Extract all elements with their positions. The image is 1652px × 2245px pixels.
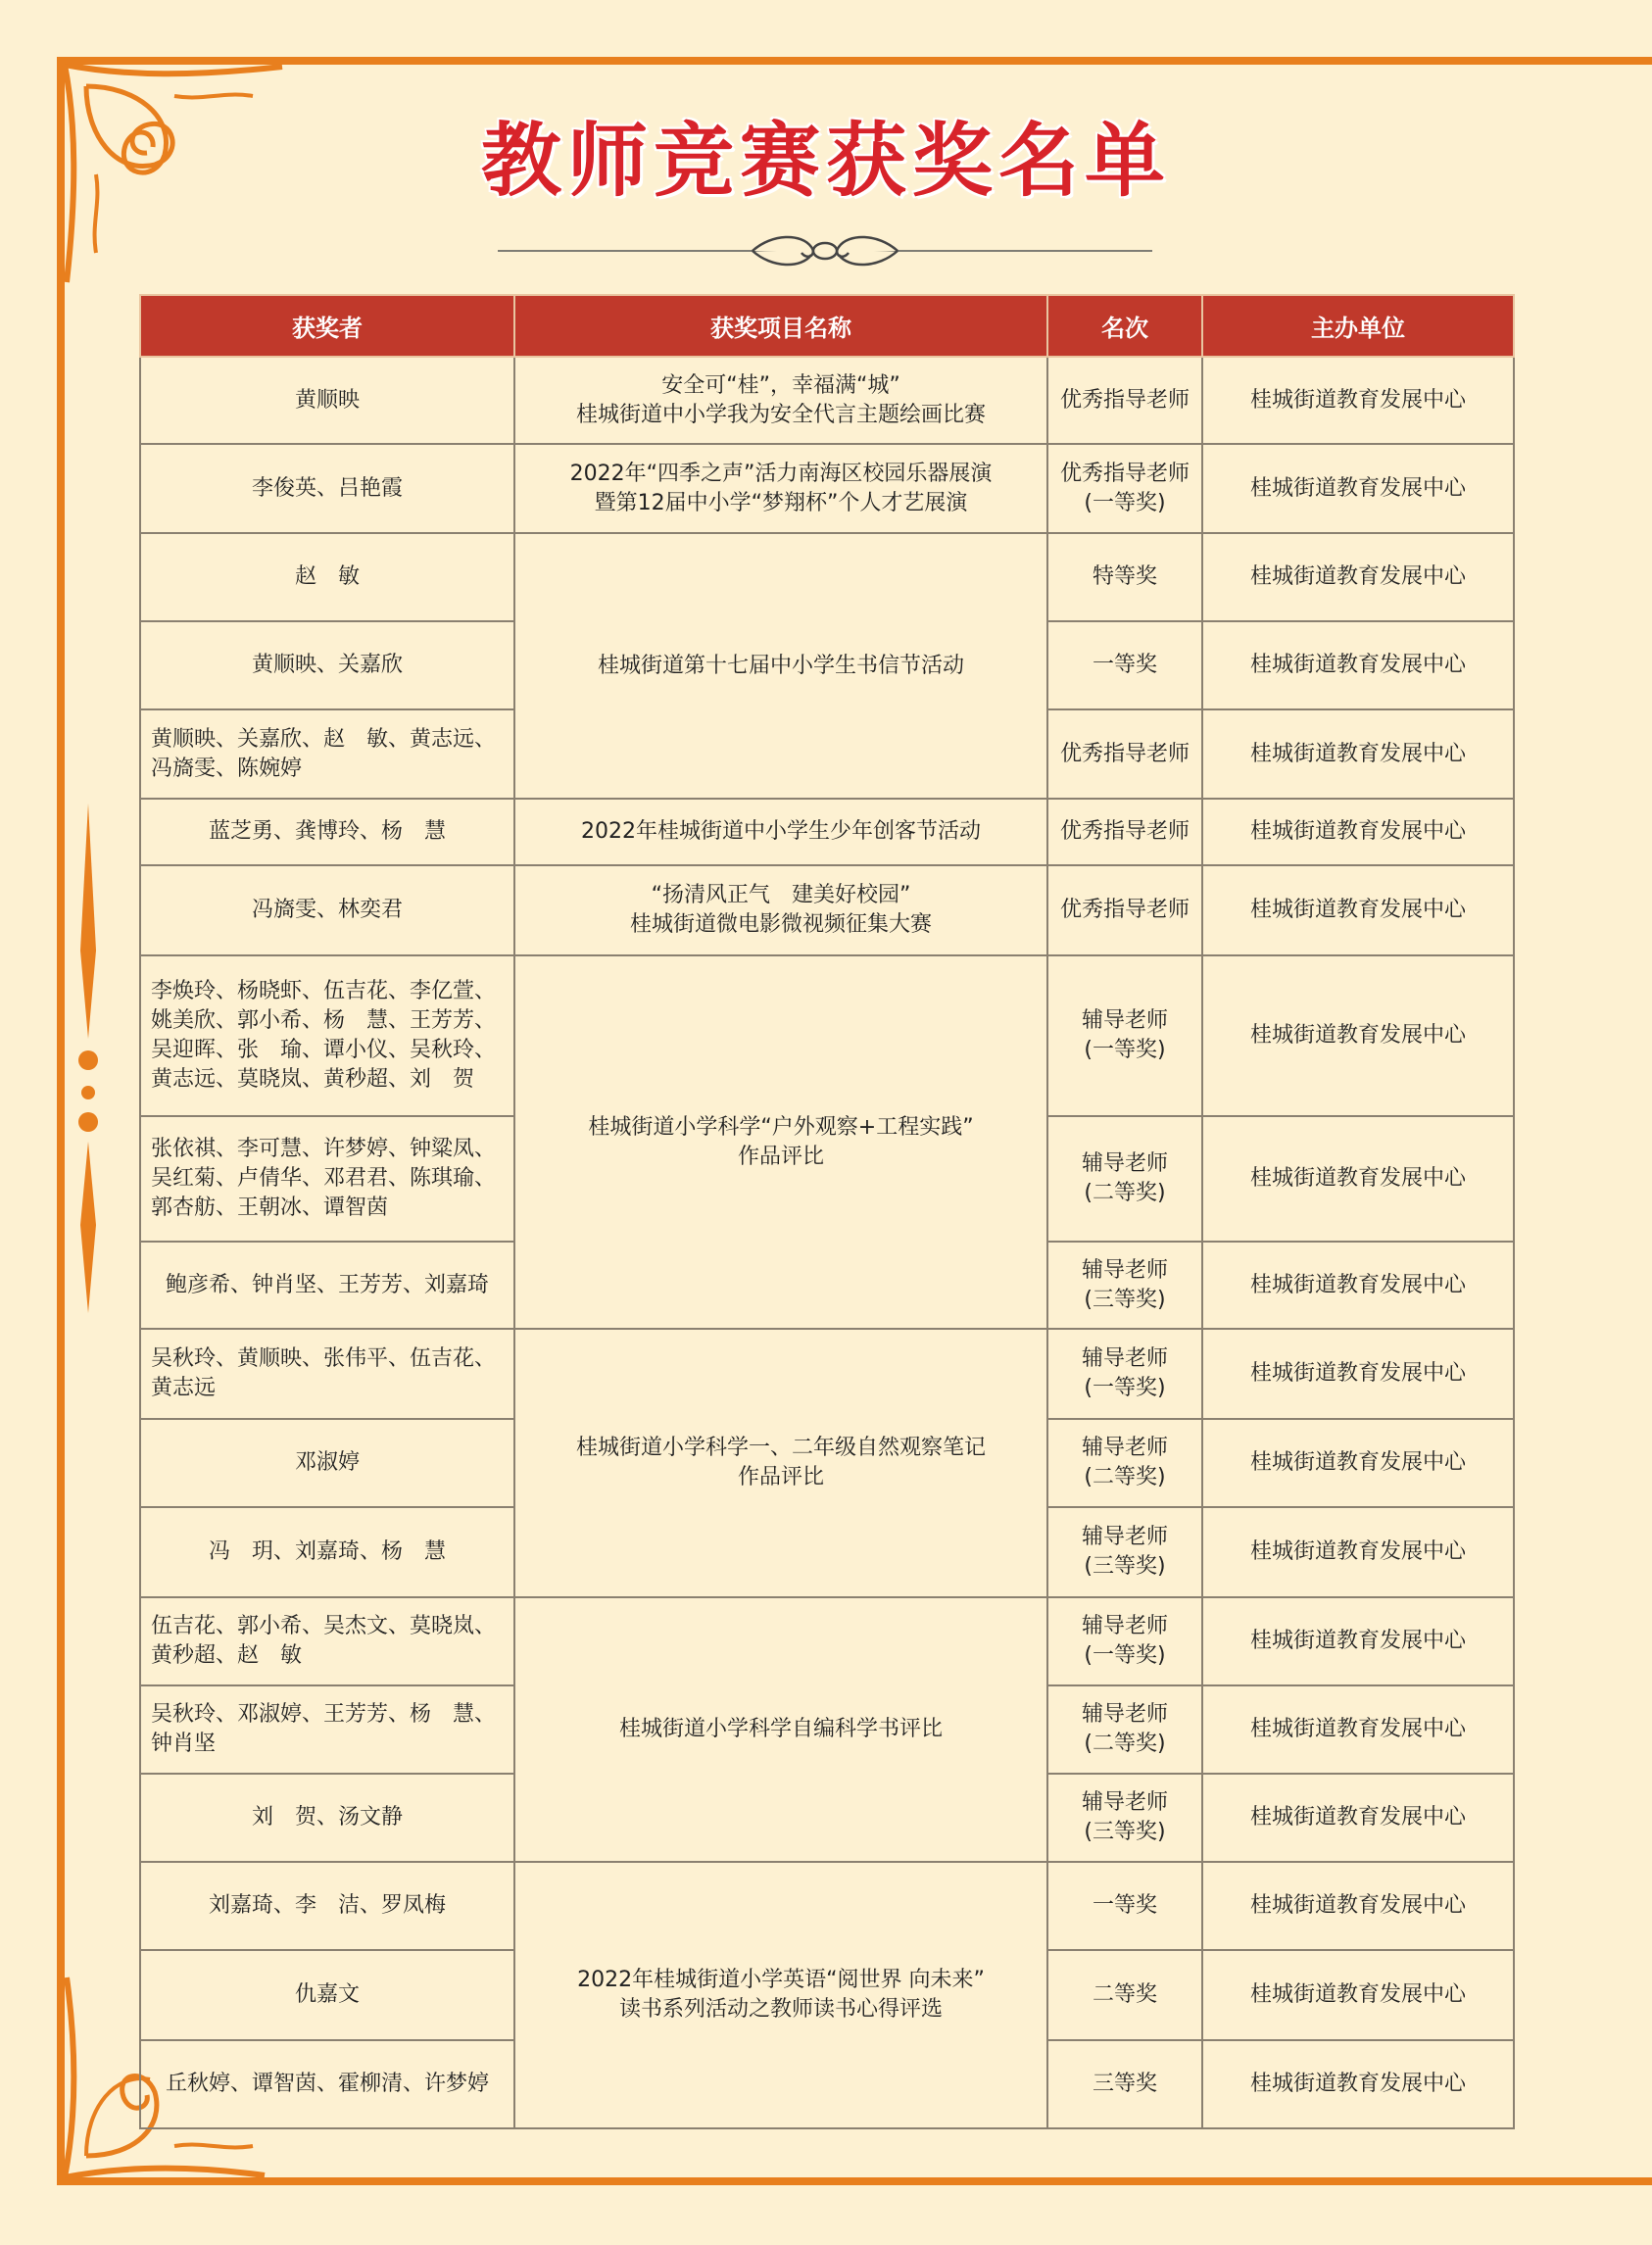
organizer-cell: 桂城街道教育发展中心: [1202, 1242, 1514, 1329]
column-header-rank: 名次: [1047, 295, 1202, 357]
organizer-cell: 桂城街道教育发展中心: [1202, 1507, 1514, 1597]
winners-cell: 吴秋玲、邓淑婷、王芳芳、杨 慧、 钟肖坚: [140, 1685, 514, 1774]
column-header-winners: 获奖者: [140, 295, 514, 357]
project-cell: 桂城街道第十七届中小学生书信节活动: [514, 533, 1047, 799]
rank-cell: 辅导老师 (三等奖): [1047, 1242, 1202, 1329]
organizer-cell: 桂城街道教育发展中心: [1202, 1116, 1514, 1242]
rank-cell: 二等奖: [1047, 1950, 1202, 2040]
winners-cell: 赵 敏: [140, 533, 514, 621]
winners-cell: 鲍彦希、钟肖坚、王芳芳、刘嘉琦: [140, 1242, 514, 1329]
organizer-cell: 桂城街道教育发展中心: [1202, 709, 1514, 799]
frame-left-border: [57, 57, 65, 2185]
project-cell: 2022年“四季之声”活力南海区校园乐器展演 暨第12届中小学“梦翔杯”个人才艺展演: [514, 444, 1047, 533]
table-row: [140, 444, 1514, 533]
table-row: [140, 865, 1514, 955]
rank-cell: 辅导老师 (二等奖): [1047, 1116, 1202, 1242]
awards-table: [139, 294, 1515, 2129]
organizer-cell: 桂城街道教育发展中心: [1202, 444, 1514, 533]
winners-cell: 吴秋玲、黄顺映、张伟平、伍吉花、 黄志远: [140, 1329, 514, 1419]
winners-cell: 蓝芝勇、龚博玲、杨 慧: [140, 799, 514, 865]
rank-cell: 一等奖: [1047, 621, 1202, 709]
winners-cell: 邓淑婷: [140, 1419, 514, 1507]
table-header-row: [140, 295, 1514, 357]
organizer-cell: 桂城街道教育发展中心: [1202, 955, 1514, 1116]
winners-cell: 李焕玲、杨晓虾、伍吉花、李亿萱、 姚美欣、郭小希、杨 慧、王芳芳、 吴迎晖、张 瑜、谭小仪、吴秋玲、 黄志远、莫晓岚、黄秒超、刘 贺: [140, 955, 514, 1116]
organizer-cell: 桂城街道教育发展中心: [1202, 1329, 1514, 1419]
organizer-cell: 桂城街道教育发展中心: [1202, 357, 1514, 444]
project-cell: 桂城街道小学科学一、二年级自然观察笔记 作品评比: [514, 1329, 1047, 1597]
rank-cell: 优秀指导老师 (一等奖): [1047, 444, 1202, 533]
organizer-cell: 桂城街道教育发展中心: [1202, 621, 1514, 709]
winners-cell: 仇嘉文: [140, 1950, 514, 2040]
organizer-cell: 桂城街道教育发展中心: [1202, 865, 1514, 955]
project-cell: 2022年桂城街道中小学生少年创客节活动: [514, 799, 1047, 865]
rank-cell: 三等奖: [1047, 2040, 1202, 2128]
winners-cell: 刘 贺、汤文静: [140, 1774, 514, 1862]
winners-cell: 黄顺映、关嘉欣、赵 敏、黄志远、 冯旖雯、陈婉婷: [140, 709, 514, 799]
project-cell: 桂城街道小学科学自编科学书评比: [514, 1597, 1047, 1862]
organizer-cell: 桂城街道教育发展中心: [1202, 1419, 1514, 1507]
title-divider: [498, 229, 1152, 268]
table-row: [140, 955, 1514, 1116]
rank-cell: 辅导老师 (一等奖): [1047, 1329, 1202, 1419]
project-cell: “扬清风正气 建美好校园” 桂城街道微电影微视频征集大赛: [514, 865, 1047, 955]
column-header-organizer: 主办单位: [1202, 295, 1514, 357]
rank-cell: 辅导老师 (三等奖): [1047, 1774, 1202, 1862]
winners-cell: 张依祺、李可慧、许梦婷、钟粱凤、 吴红菊、卢倩华、邓君君、陈琪瑜、 郭杏舫、王朝冰、谭智茵: [140, 1116, 514, 1242]
winners-cell: 刘嘉琦、李 洁、罗凤梅: [140, 1862, 514, 1950]
table-row: [140, 357, 1514, 444]
organizer-cell: 桂城街道教育发展中心: [1202, 1685, 1514, 1774]
frame-bottom-border: [57, 2177, 1652, 2185]
rank-cell: 辅导老师 (三等奖): [1047, 1507, 1202, 1597]
organizer-cell: 桂城街道教育发展中心: [1202, 1862, 1514, 1950]
organizer-cell: 桂城街道教育发展中心: [1202, 1597, 1514, 1685]
column-header-project: 获奖项目名称: [514, 295, 1047, 357]
table-row: [140, 1862, 1514, 1950]
rank-cell: 一等奖: [1047, 1862, 1202, 1950]
winners-cell: 黄顺映、关嘉欣: [140, 621, 514, 709]
organizer-cell: 桂城街道教育发展中心: [1202, 1774, 1514, 1862]
project-cell: 2022年桂城街道小学英语“阅世界 向未来” 读书系列活动之教师读书心得评选: [514, 1862, 1047, 2128]
rank-cell: 辅导老师 (二等奖): [1047, 1685, 1202, 1774]
frame-top-border: [57, 57, 1652, 65]
rank-cell: 优秀指导老师: [1047, 865, 1202, 955]
organizer-cell: 桂城街道教育发展中心: [1202, 2040, 1514, 2128]
organizer-cell: 桂城街道教育发展中心: [1202, 533, 1514, 621]
table-row: [140, 1597, 1514, 1685]
page-title: 教师竞赛获奖名单: [480, 115, 1171, 208]
side-ornament: [69, 804, 108, 1313]
winners-cell: 丘秋婷、谭智茵、霍柳清、许梦婷: [140, 2040, 514, 2128]
rank-cell: 优秀指导老师: [1047, 357, 1202, 444]
table-row: [140, 799, 1514, 865]
project-cell: 安全可“桂”，幸福满“城” 桂城街道中小学我为安全代言主题绘画比赛: [514, 357, 1047, 444]
organizer-cell: 桂城街道教育发展中心: [1202, 1950, 1514, 2040]
rank-cell: 特等奖: [1047, 533, 1202, 621]
winners-cell: 伍吉花、郭小希、吴杰文、莫晓岚、 黄秒超、赵 敏: [140, 1597, 514, 1685]
table-row: [140, 533, 1514, 621]
rank-cell: 优秀指导老师: [1047, 799, 1202, 865]
rank-cell: 辅导老师 (一等奖): [1047, 1597, 1202, 1685]
winners-cell: 冯旖雯、林奕君: [140, 865, 514, 955]
table-row: [140, 1329, 1514, 1419]
project-cell: 桂城街道小学科学“户外观察+工程实践” 作品评比: [514, 955, 1047, 1329]
rank-cell: 优秀指导老师: [1047, 709, 1202, 799]
rank-cell: 辅导老师 (二等奖): [1047, 1419, 1202, 1507]
winners-cell: 冯 玥、刘嘉琦、杨 慧: [140, 1507, 514, 1597]
organizer-cell: 桂城街道教育发展中心: [1202, 799, 1514, 865]
winners-cell: 黄顺映: [140, 357, 514, 444]
winners-cell: 李俊英、吕艳霞: [140, 444, 514, 533]
rank-cell: 辅导老师 (一等奖): [1047, 955, 1202, 1116]
